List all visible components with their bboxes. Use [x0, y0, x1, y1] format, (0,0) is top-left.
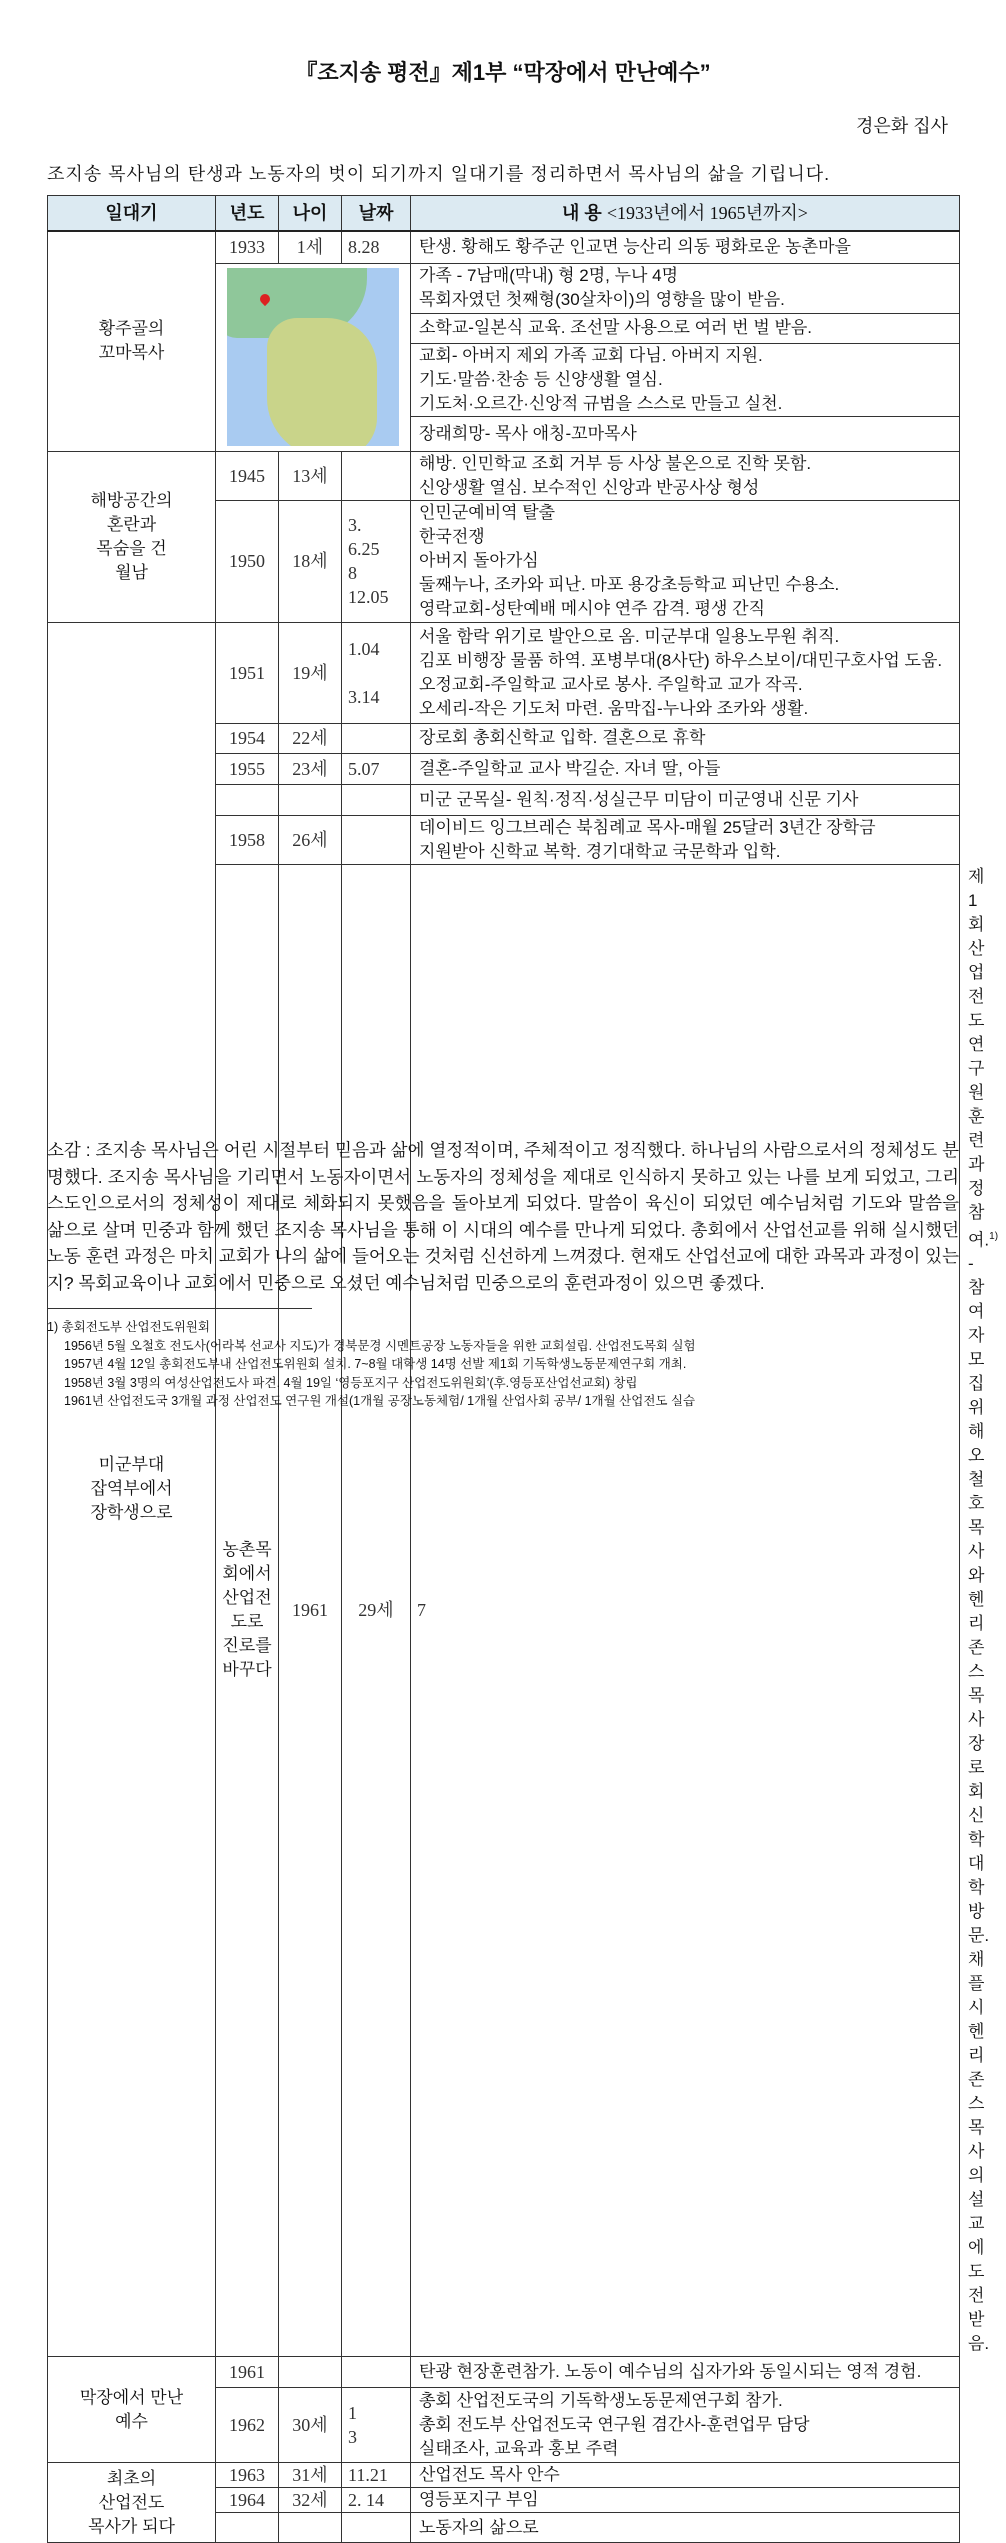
- age-cell: 13세: [279, 451, 342, 500]
- date-cell: 11.21: [342, 2463, 411, 2488]
- date-cell: [342, 784, 411, 815]
- year-cell: 1961: [279, 864, 342, 2357]
- content-cell: 소학교-일본식 교육. 조선말 사용으로 여러 번 벌 받음.: [411, 313, 960, 343]
- age-cell: 30세: [279, 2388, 342, 2463]
- age-cell: 1세: [279, 231, 342, 263]
- footnote-head: 1) 총회전도부 산업전도위원회: [47, 1320, 210, 1334]
- content-cell: 산업전도 목사 안수: [411, 2463, 960, 2488]
- content-cell: 장로회 총회신학교 입학. 결혼으로 휴학: [411, 723, 960, 753]
- age-cell: [279, 2513, 342, 2543]
- content-cell: 인민군예비역 탈출 한국전쟁 아버지 돌아가심 둘째누나, 조카와 피난. 마포 용강초등학교 피난민 수용소. 영락교회-성탄예배 메시야 연주 감격. 평생 간직: [411, 500, 960, 622]
- date-cell: [342, 723, 411, 753]
- age-cell: 29세: [342, 864, 411, 2357]
- content-cell: 총회 산업전도국의 기독학생노동문제연구회 참가. 총회 전도부 산업전도국 연구원 겸간사-훈련업무 담당 실태조사, 교육과 홍보 주력: [411, 2388, 960, 2463]
- age-cell: 23세: [279, 753, 342, 784]
- header-content: [411, 196, 960, 232]
- document-title: 『조지송 평전』제1부 “막장에서 만난예수”: [295, 60, 711, 85]
- era-cell: 미군부대 잡역부에서 장학생으로: [48, 622, 216, 2357]
- age-cell: [279, 2357, 342, 2388]
- table-row: [48, 622, 960, 723]
- age-cell: 22세: [279, 723, 342, 753]
- footnote-divider: [47, 1308, 312, 1309]
- content-cell: 영등포지구 부임: [411, 2488, 960, 2513]
- date-cell: [342, 451, 411, 500]
- header-date: 날짜: [342, 196, 411, 232]
- age-cell: 18세: [279, 500, 342, 622]
- date-cell: 1 3: [342, 2388, 411, 2463]
- year-cell: 1964: [216, 2488, 279, 2513]
- year-cell: 1951: [216, 622, 279, 723]
- age-cell: [279, 784, 342, 815]
- date-cell: [342, 2513, 411, 2543]
- content-cell: 가족 - 7남매(막내) 형 2명, 누나 4명 목회자였던 첫째형(30살차이)의 영향을 많이 받음.: [411, 263, 960, 313]
- footnote-ref[interactable]: 1): [989, 1230, 999, 1242]
- header-content-label: 내 용: [562, 203, 602, 223]
- header-age: 나이: [279, 196, 342, 232]
- content-cell: 서울 함락 위기로 발안으로 옴. 미군부대 일용노무원 취직. 김포 비행장 물품 하역. 포병부대(8사단) 하우스보이/대민구호사업 도움. 오정교회-주일학교 교사로 봉사. 주일학교 교가 작곡. 오세리-작은 기도처 마련. 움막집-누나와 조카와 생활.: [411, 622, 960, 723]
- age-cell: 19세: [279, 622, 342, 723]
- year-cell: 1933: [216, 231, 279, 263]
- age-cell: 31세: [279, 2463, 342, 2488]
- year-cell: 1945: [216, 451, 279, 500]
- content-cell: 데이비드 잉그브레슨 북침례교 목사-매월 25달러 3년간 장학금 지원받아 신학교 복학. 경기대학교 국문학과 입학.: [411, 815, 960, 864]
- date-cell: 1.04 3.14: [342, 622, 411, 723]
- year-cell: 1955: [216, 753, 279, 784]
- intro-text: 조지송 목사님의 탄생과 노동자의 벗이 되기까지 일대기를 정리하면서 목사님의 삶을 기립니다.: [47, 164, 831, 184]
- year-cell: 1958: [216, 815, 279, 864]
- era-cell: 농촌목회에서 산업전도로 진로를 바꾸다: [216, 864, 279, 2357]
- era-cell: 최초의 산업전도 목사가 되다: [48, 2463, 216, 2543]
- header-year: 년도: [216, 196, 279, 232]
- date-cell: 8.28: [342, 231, 411, 263]
- footnote-line: 1958년 3월 3명의 여성산업전도사 파견. 4월 19일 ‘영등포지구 산업전도위원회’(후.영등포산업선교회) 창립: [64, 1375, 638, 1390]
- era-cell: 황주골의 꼬마목사: [48, 231, 216, 451]
- era-cell: 막장에서 만난 예수: [48, 2357, 216, 2463]
- year-cell: 1962: [216, 2388, 279, 2463]
- table-header-row: [48, 196, 960, 232]
- content-cell: 해방. 인민학교 조회 거부 등 사상 불온으로 진학 못함. 신앙생활 열심. 보수적인 신앙과 반공사상 형성: [411, 451, 960, 500]
- header-era: 일대기: [48, 196, 216, 232]
- year-cell: 1950: [216, 500, 279, 622]
- year-cell: 1961: [216, 2357, 279, 2388]
- era-cell: 해방공간의 혼란과 목숨을 건 월남: [48, 451, 216, 622]
- date-cell: 2. 14: [342, 2488, 411, 2513]
- table-row: [48, 451, 960, 500]
- map-icon: [227, 268, 399, 446]
- year-cell: [216, 784, 279, 815]
- date-cell: 3. 6.25 8 12.05: [342, 500, 411, 622]
- content-text-more: -참여자모집 위해 오철호 목사와 헨리존스 목사 장로회신학대학 방문. 채플시 헨리존스 목사의 설교에 도전 받음.: [968, 1254, 990, 2354]
- footnote-line: 1956년 5월 오철호 전도사(어라복 선교사 지도)가 경북문경 시멘트공장 노동자들을 위한 교회설립. 산업전도목회 실험: [64, 1338, 696, 1353]
- content-cell: 노동자의 삶으로: [411, 2513, 960, 2543]
- footnote-line: 1957년 4월 12일 총회전도부내 산업전도위원회 설치. 7~8월 대학생 14명 선발 제1회 기독학생노동문제연구회 개최.: [64, 1357, 687, 1371]
- content-cell: 장래희망- 목사 애칭-꼬마목사: [411, 416, 960, 451]
- content-cell: 탄생. 황해도 황주군 인교면 능산리 의동 평화로운 농촌마을: [411, 231, 960, 263]
- age-cell: 32세: [279, 2488, 342, 2513]
- content-cell: 교회- 아버지 제외 가족 교회 다님. 아버지 지원. 기도·말씀·찬송 등 신양생활 열심. 기도처·오르간·신앙적 규범을 스스로 만들고 실천.: [411, 343, 960, 416]
- opinion-paragraph: 소감 : 조지송 목사님은 어린 시절부터 믿음과 삶에 열정적이며, 주체적이고 정직했다. 하나님의 사람으로서의 정체성도 분명했다. 조지송 목사님을 기리면서 노동자이면서 노동자의 정체성을 제대로 인식하지 못하고 있는 나를 보게 되었고, 그리스도인으로서의 정체성이 제대로 체화되지 못했음을 돌아보게 되었다. 말씀이 육신이 되었던 예수님처럼 기도와 말씀을 삶으로 살며 민중과 함께 했던 조지송 목사님을 통해 이 시대의 예수를 만나게 되었다. 총회에서 산업선교를 위해 실시했던 노동 훈련 과정은 마치 교회가 나의 삶에 들어오는 것처럼 신선하게 느껴졌다. 현재도 산업선교에 대한 과목과 과정이 있는지? 목회교육이나 교회에서 민중으로 오셨던 예수님처럼 민중으로의 훈련과정이 있으면 좋겠다.: [47, 1140, 959, 1293]
- footnotes: [47, 1318, 696, 1411]
- date-cell: [342, 2357, 411, 2388]
- korea-map-image: [216, 263, 411, 451]
- footnote-line: 1961년 산업전도국 3개월 과정 산업전도 연구원 개설(1개월 공장노동체험/ 1개월 산업사회 공부/ 1개월 산업전도 실습: [64, 1394, 696, 1408]
- date-cell: 7: [411, 864, 960, 2357]
- content-cell: 결혼-주일학교 교사 박길순. 자녀 딸, 아들: [411, 753, 960, 784]
- year-cell: 1963: [216, 2463, 279, 2488]
- table-row: [48, 2463, 960, 2488]
- year-cell: [216, 2513, 279, 2543]
- content-cell: 미군 군목실- 원칙·정직·성실근무 미담이 미군영내 신문 기사: [411, 784, 960, 815]
- table-row: [48, 2357, 960, 2388]
- author: 경은화 집사: [856, 116, 948, 136]
- table-row: [48, 231, 960, 263]
- date-cell: [342, 815, 411, 864]
- age-cell: 26세: [279, 815, 342, 864]
- year-cell: 1954: [216, 723, 279, 753]
- header-content-range: <1933년에서 1965년까지>: [606, 203, 808, 223]
- content-text: 제1회 산업전도연구원 훈련과정 참여.: [968, 866, 990, 1250]
- date-cell: 5.07: [342, 753, 411, 784]
- content-cell: 탄광 현장훈련참가. 노동이 예수님의 십자가와 동일시되는 영적 경험.: [411, 2357, 960, 2388]
